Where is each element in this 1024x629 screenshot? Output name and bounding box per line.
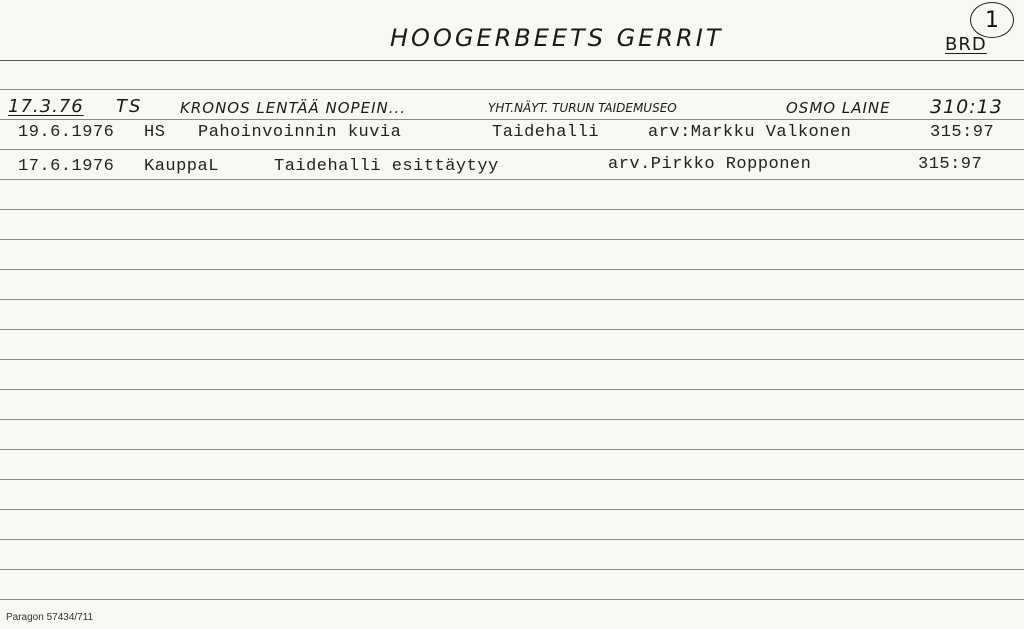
ruled-line: [0, 419, 1024, 420]
card-number-circle: [970, 2, 1014, 38]
ruled-line: [0, 209, 1024, 210]
ruled-line: [0, 359, 1024, 360]
category-code: BRD: [945, 34, 987, 55]
entry-date: 17.3.76: [8, 96, 84, 117]
ruled-line: [0, 89, 1024, 90]
ruled-line: [0, 449, 1024, 450]
entry-author: arv.Pirkko Ropponen: [608, 155, 812, 174]
entry-source: KauppaL: [144, 157, 219, 176]
ruled-line: [0, 179, 1024, 180]
ruled-line: [0, 239, 1024, 240]
entry-source: TS: [116, 96, 143, 117]
entry-ref: 315:97: [930, 123, 995, 142]
header-rule: [0, 60, 1024, 61]
entry-source: HS: [144, 123, 166, 142]
entry-date: 19.6.1976: [18, 123, 115, 142]
entry-date: 17.6.1976: [18, 157, 115, 176]
entry-title: Pahoinvoinnin kuvia: [198, 123, 402, 142]
entry-ref: 315:97: [918, 155, 983, 174]
ruled-line: [0, 569, 1024, 570]
card-number: 1: [985, 7, 999, 33]
entry-event: Taidehalli: [492, 123, 600, 142]
entry-author: OSMO LAINE: [786, 99, 891, 117]
entry-title: Taidehalli esittäytyy: [274, 157, 499, 176]
ruled-line: [0, 299, 1024, 300]
ruled-line: [0, 149, 1024, 150]
ruled-line: [0, 269, 1024, 270]
ruled-line: [0, 599, 1024, 600]
entry-ref: 310:13: [930, 96, 1003, 118]
entry-author: arv:Markku Valkonen: [648, 123, 852, 142]
ruled-line: [0, 119, 1024, 120]
ruled-line: [0, 389, 1024, 390]
artist-name: HOOGERBEETS GERRIT: [390, 24, 724, 52]
ruled-line: [0, 539, 1024, 540]
entry-title: KRONOS LENTÄÄ NOPEIN...: [180, 99, 407, 117]
ruled-line: [0, 329, 1024, 330]
entry-event: YHT.NÄYT. TURUN TAIDEMUSEO: [488, 101, 677, 115]
ruled-line: [0, 509, 1024, 510]
card-footer: Paragon 57434/711: [6, 612, 94, 623]
ruled-line: [0, 479, 1024, 480]
